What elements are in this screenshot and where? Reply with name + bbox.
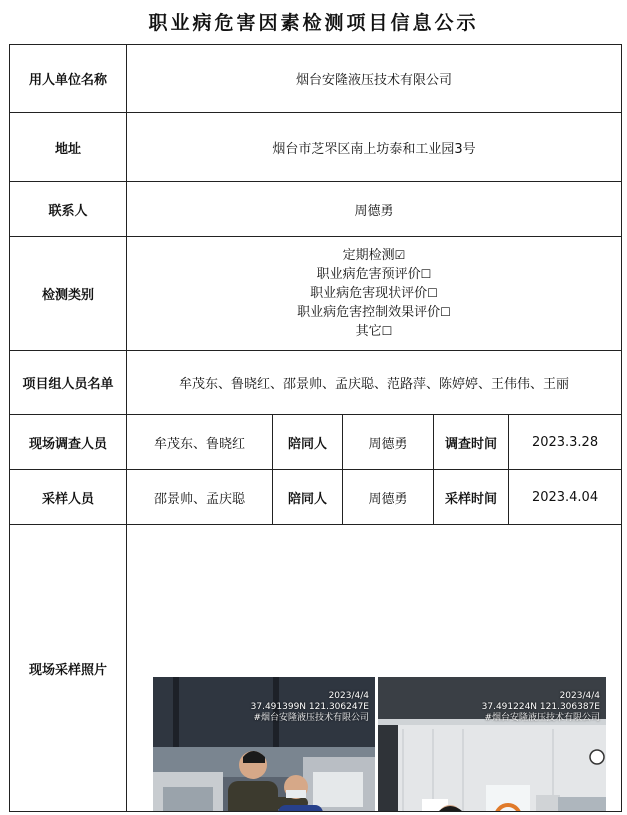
- row-contact: [10, 182, 622, 237]
- row-survey: [10, 415, 622, 470]
- team-label: 项目组人员名单: [10, 351, 127, 415]
- sampling-companion: 周德勇: [343, 470, 434, 525]
- checkbox-empty-icon: ☐: [420, 267, 432, 281]
- info-table: [9, 44, 622, 812]
- contact-label: 联系人: [10, 182, 127, 237]
- row-address: [10, 113, 622, 182]
- survey-label: 现场调查人员: [10, 415, 127, 470]
- page-title: 职业病危害因素检测项目信息公示: [148, 12, 479, 34]
- detection-type-label: 检测类别: [10, 237, 127, 351]
- survey-time: 2023.3.28: [509, 415, 622, 470]
- site-photo-workshop: [153, 677, 375, 812]
- checkbox-empty-icon: ☐: [440, 305, 451, 319]
- row-detection-type: [10, 237, 622, 351]
- row-sampling: [10, 470, 622, 525]
- sampling-value: 邵景帅、孟庆聪: [127, 470, 273, 525]
- option-pre-evaluation: 职业病危害预评价☐: [316, 267, 432, 282]
- survey-time-label: 调查时间: [434, 415, 509, 470]
- survey-companion: 周德勇: [343, 415, 434, 470]
- row-team: [10, 351, 622, 415]
- address-label: 地址: [10, 113, 127, 182]
- sampling-label: 采样人员: [10, 470, 127, 525]
- option-other: 其它☐: [355, 324, 393, 339]
- checkbox-empty-icon: ☐: [381, 324, 393, 338]
- photo-watermark: 2023/4/4 37.491224N 121.306387E #烟台安隆液压技术有限公司: [481, 691, 600, 723]
- sampling-companion-label: 陪同人: [273, 470, 343, 525]
- survey-value: 牟茂东、鲁晓红: [127, 415, 273, 470]
- site-photo-office: [378, 677, 606, 812]
- option-periodic: 定期检测☑: [342, 248, 406, 263]
- option-status-evaluation: 职业病危害现状评价☐: [310, 286, 438, 301]
- photos-label: 现场采样照片: [10, 525, 127, 812]
- checkbox-checked-icon: ☑: [394, 248, 406, 262]
- contact-value: 周德勇: [127, 182, 622, 237]
- detection-type-options: [127, 237, 622, 351]
- address-value: 烟台市芝罘区南上坊泰和工业园3号: [127, 113, 622, 182]
- row-photos: [10, 525, 622, 812]
- employer-label: 用人单位名称: [10, 45, 127, 113]
- photo-watermark: 2023/4/4 37.491399N 121.306247E #烟台安隆液压技术有限公司: [250, 691, 369, 723]
- option-control-evaluation: 职业病危害控制效果评价☐: [297, 305, 451, 320]
- sampling-time: 2023.4.04: [509, 470, 622, 525]
- photos-cell: [127, 525, 622, 812]
- sampling-time-label: 采样时间: [434, 470, 509, 525]
- checkbox-empty-icon: ☐: [427, 286, 438, 300]
- employer-value: 烟台安隆液压技术有限公司: [127, 45, 622, 113]
- survey-companion-label: 陪同人: [273, 415, 343, 470]
- team-value: 牟茂东、鲁晓红、邵景帅、孟庆聪、范路萍、陈婷婷、王伟伟、王丽: [127, 351, 622, 415]
- row-employer: [10, 45, 622, 113]
